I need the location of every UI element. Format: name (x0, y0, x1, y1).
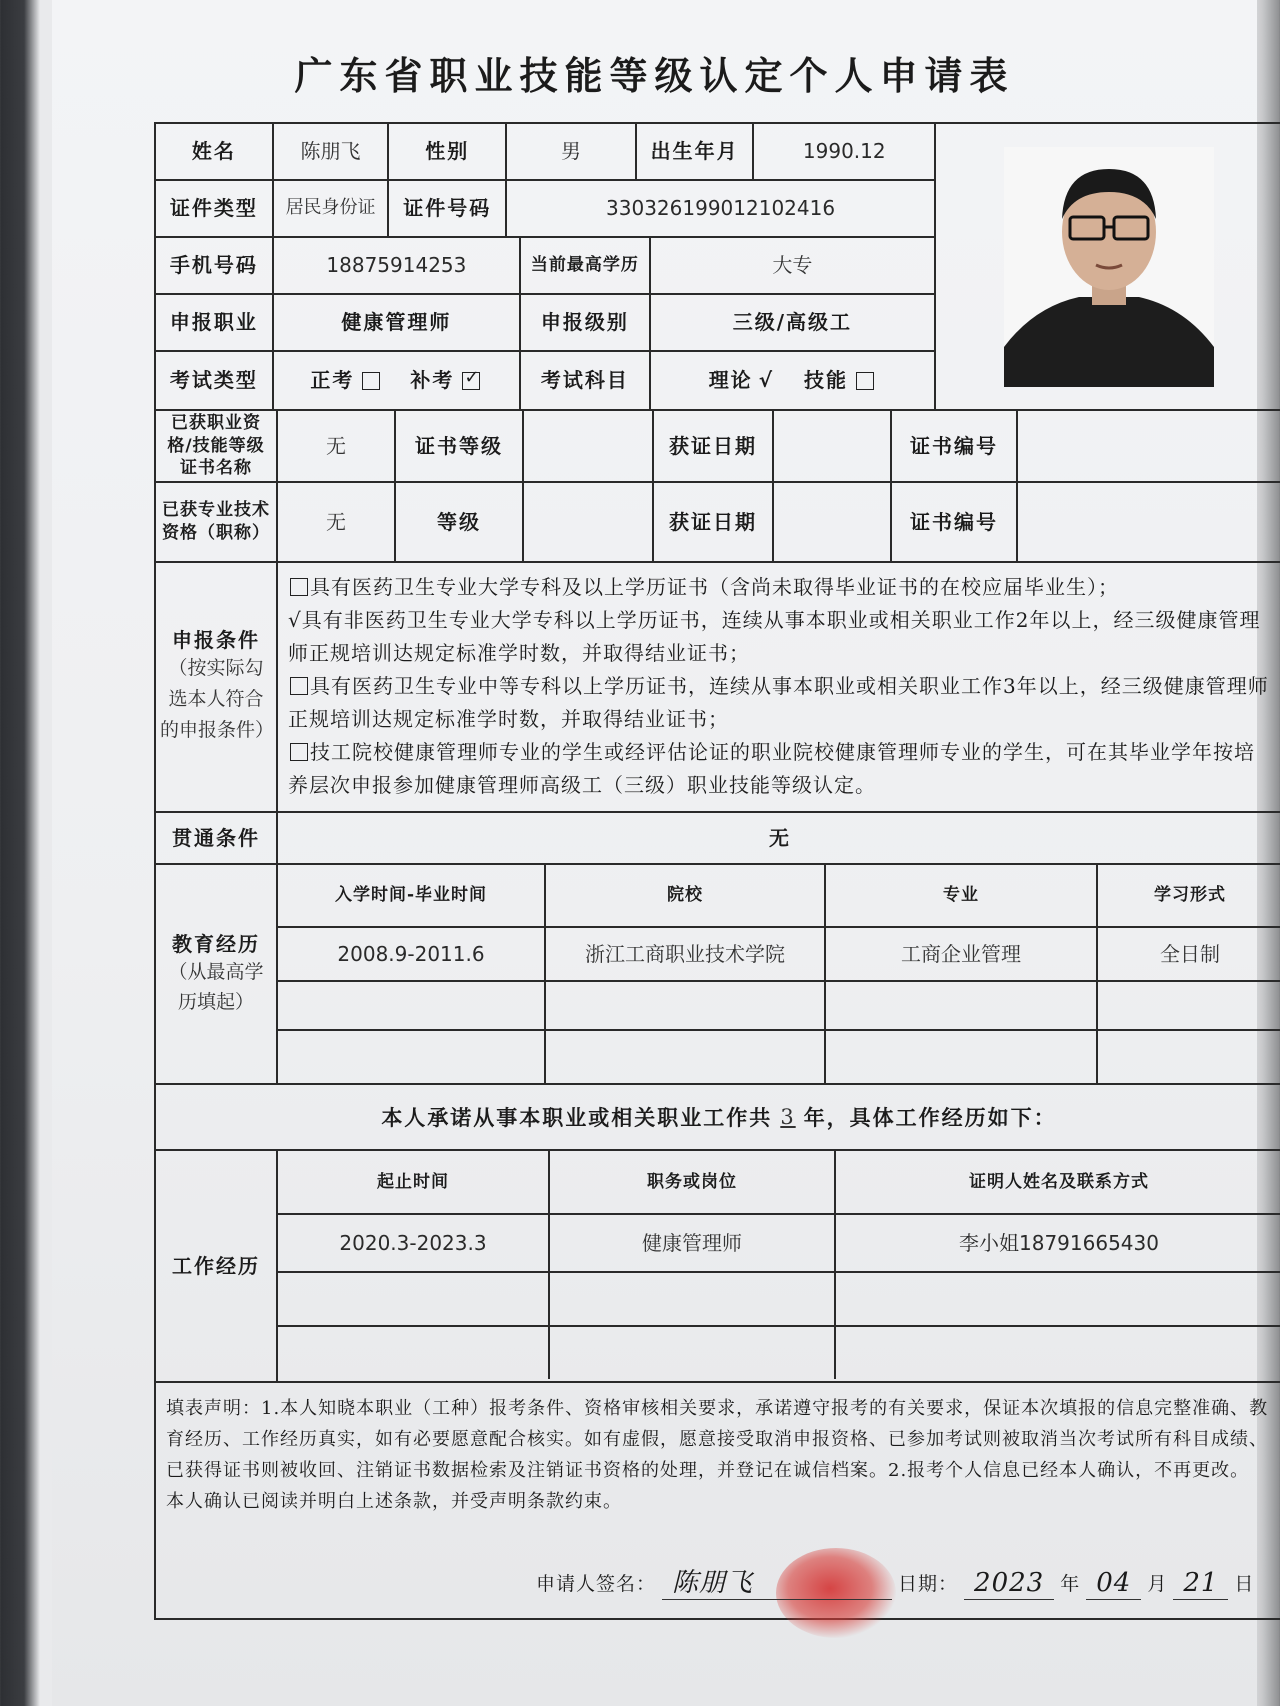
conditions-sub: （按实际勾选本人符合的申报条件） (160, 657, 275, 741)
work-cell-empty (550, 1273, 836, 1325)
exam-type-b-checkbox[interactable] (462, 372, 480, 390)
education-label-cell (156, 865, 278, 1083)
commitment-years: 3 (780, 1105, 796, 1129)
condition-2-text: 具有非医药卫生专业大学专科以上学历证书，连续从事本职业或相关职业工作2年以上，经三级健康管理师正规培训达规定标准学时数，并取得结业证书； (288, 608, 1261, 665)
date-year-unit: 年 (1060, 1573, 1081, 1595)
name-label: 姓名 (156, 124, 274, 179)
condition-4-checkbox[interactable] (290, 743, 308, 761)
date-month[interactable]: 04 (1086, 1568, 1141, 1600)
id-type-value: 居民身份证 (274, 181, 390, 236)
row-education (156, 865, 1280, 1085)
condition-2-check[interactable]: √ (288, 608, 302, 632)
condition-1-text: 具有医药卫生专业大学专科及以上学历证书（含尚未取得毕业证书的在校应届毕业生）； (310, 575, 1119, 599)
work-header-witness: 证明人姓名及联系方式 (969, 1171, 1149, 1192)
edu-label: 当前最高学历 (521, 238, 651, 293)
level-label: 申报级别 (521, 295, 651, 350)
condition-3-text: 具有医药卫生专业中等专科以上学历证书，连续从事本职业或相关职业工作3年以上，经三级健康管理师正规培训达规定标准学时数，并取得结业证书； (288, 674, 1269, 731)
work-cell-empty (278, 1327, 550, 1379)
work-header-post: 职务或岗位 (550, 1151, 836, 1213)
row-conditions (156, 563, 1280, 813)
cert1-date-label: 获证日期 (654, 411, 774, 481)
table-row (278, 1327, 1280, 1379)
cert2-value: 无 (278, 483, 396, 561)
through-label: 贯通条件 (156, 813, 278, 863)
photo-cell (936, 124, 1280, 409)
work-header-time: 起止时间 (278, 1151, 550, 1213)
table-row (278, 982, 1280, 1032)
job-label: 申报职业 (156, 295, 274, 350)
edu-cell-school: 浙江工商职业技术学院 (546, 928, 826, 980)
edu-cell-empty (1098, 1031, 1280, 1083)
row-job (156, 295, 934, 352)
applicant-photo-image (1004, 147, 1214, 387)
conditions-list (278, 563, 1280, 811)
table-row (278, 1031, 1280, 1083)
birth-label: 出生年月 (637, 124, 755, 179)
subject-a: 理论 (708, 368, 753, 392)
edu-header-mode: 学习形式 (1154, 885, 1226, 906)
phone-value: 18875914253 (274, 238, 521, 293)
row-work (156, 1151, 1280, 1383)
subject-a-check[interactable]: √ (758, 368, 775, 392)
row-id (156, 181, 934, 238)
cert2-no-value (1018, 483, 1182, 561)
cert1-no-value (1018, 411, 1182, 481)
cert1-date-value (774, 411, 892, 481)
application-form (154, 122, 1280, 1620)
id-type-label: 证件类型 (156, 181, 274, 236)
table-row (278, 928, 1280, 982)
edu-cell-empty (826, 982, 1098, 1030)
basic-info-fields (156, 124, 936, 409)
exam-type-a: 正考 (310, 368, 355, 392)
education-label: 教育经历 (172, 931, 260, 956)
subject-b: 技能 (804, 368, 849, 392)
date-month-unit: 月 (1147, 1573, 1168, 1595)
cert2-date-value (774, 483, 892, 561)
edu-header-time: 入学时间-毕业时间 (278, 865, 546, 926)
row-through (156, 813, 1280, 865)
edu-value: 大专 (772, 253, 813, 277)
edu-cell-empty (1098, 982, 1280, 1030)
conditions-label-cell (156, 563, 278, 811)
row-cert1 (156, 411, 1280, 483)
subject-b-checkbox[interactable] (856, 372, 874, 390)
cert2-level-value (524, 483, 654, 561)
signature-line (536, 1568, 1254, 1600)
conditions-label: 申报条件 (172, 628, 260, 652)
level-value: 三级/高级工 (732, 310, 853, 334)
commitment-prefix: 本人承诺从事本职业或相关职业工作共 (381, 1106, 773, 1130)
education-table (278, 865, 1280, 1083)
declaration-confirm: 本人确认已阅读并明白上述条款，并受声明条款约束。 (166, 1491, 622, 1512)
basic-info-block (156, 124, 1280, 411)
education-header (278, 865, 1280, 928)
condition-3-checkbox[interactable] (290, 677, 308, 695)
cert1-level-value (524, 411, 654, 481)
through-value: 无 (769, 825, 791, 850)
cert2-no-label: 证书编号 (892, 483, 1018, 561)
job-value: 健康管理师 (274, 295, 521, 350)
sign-label: 申请人签名： (536, 1573, 657, 1595)
id-no-value: 330326199012102416 (606, 196, 836, 220)
date-year[interactable]: 2023 (964, 1568, 1054, 1600)
edu-cell-empty (546, 1031, 826, 1083)
gender-label: 性别 (389, 124, 507, 179)
edu-cell-mode: 全日制 (1160, 941, 1220, 966)
condition-4-text: 技工院校健康管理师专业的学生或经评估论证的职业院校健康管理师专业的学生，可在其毕业学年按培养层次申报参加健康管理师高级工（三级）职业技能等级认定。 (288, 740, 1255, 797)
work-header (278, 1151, 1280, 1215)
exam-type-label: 考试类型 (156, 352, 274, 409)
form-sheet (52, 0, 1269, 1706)
edu-header-school: 院校 (546, 865, 826, 926)
edu-cell-empty (278, 982, 546, 1030)
edu-cell-empty (826, 1031, 1098, 1083)
work-cell-empty (550, 1327, 836, 1379)
subject-label: 考试科目 (521, 352, 651, 409)
birth-value: 1990.12 (802, 139, 886, 163)
exam-type-a-checkbox[interactable] (362, 372, 380, 390)
phone-label: 手机号码 (156, 238, 274, 293)
edu-cell-empty (546, 982, 826, 1030)
cert2-label: 已获专业技术资格（职称） (156, 483, 278, 561)
work-cell-empty (836, 1327, 1280, 1379)
declaration-text: 填表声明：1.本人知晓本职业（工种）报考条件、资格审核相关要求，承诺遵守报考的有关要求，保证本次填报的信息完整准确、教育经历、工作经历真实，如有必要愿意配合核实。如有虚假，愿意接受取消申报资格、已参加考试则被取消当次考试所有科目成绩、已获得证书则被收回、注销证书数据检索及注销证书资格的处理，并登记在诚信档案。2.报考个人信息已经本人确认，不再更改。 (166, 1398, 1269, 1481)
form-title: 广东省职业技能等级认定个人申请表 (294, 53, 1015, 98)
edu-cell-major: 工商企业管理 (826, 928, 1098, 980)
exam-type-b: 补考 (410, 368, 455, 392)
edu-cell-empty (278, 1031, 546, 1083)
condition-item (288, 736, 1272, 802)
condition-1-checkbox[interactable] (290, 578, 308, 596)
gender-value: 男 (507, 124, 637, 179)
id-no-label: 证件号码 (389, 181, 507, 236)
row-exam (156, 352, 934, 409)
table-row (278, 1215, 1280, 1273)
applicant-signature[interactable]: 陈朋飞 (662, 1568, 892, 1600)
exam-type-options (274, 352, 521, 409)
commitment-suffix: 年，具体工作经历如下： (803, 1106, 1057, 1130)
cert2-level-label: 等级 (396, 483, 524, 561)
date-day[interactable]: 21 (1173, 1568, 1228, 1600)
row-phone (156, 238, 934, 295)
cert1-no-label: 证书编号 (892, 411, 1018, 481)
condition-item (288, 571, 1272, 604)
applicant-photo (1004, 147, 1214, 387)
row-cert2 (156, 483, 1280, 563)
work-cell-empty (278, 1273, 550, 1325)
condition-item (288, 670, 1272, 736)
table-row (278, 1273, 1280, 1327)
cert2-date-label: 获证日期 (654, 483, 774, 561)
work-table (278, 1151, 1280, 1381)
edu-header-major: 专业 (826, 865, 1098, 926)
work-cell-witness: 李小姐18791665430 (959, 1230, 1159, 1255)
subject-options (651, 352, 934, 409)
name-value: 陈朋飞 (274, 124, 390, 179)
condition-item (288, 604, 1272, 670)
education-sub: （从最高学历填起） (168, 960, 264, 1013)
date-label: 日期： (898, 1573, 959, 1595)
commitment-line (156, 1085, 1280, 1151)
work-cell-empty (836, 1273, 1280, 1325)
date-day-unit: 日 (1234, 1573, 1255, 1595)
row-name (156, 124, 934, 181)
work-label: 工作经历 (156, 1151, 278, 1381)
edu-cell-time: 2008.9-2011.6 (278, 928, 546, 980)
work-cell-time: 2020.3-2023.3 (278, 1215, 550, 1271)
work-cell-post: 健康管理师 (550, 1215, 836, 1271)
declaration-block (156, 1383, 1280, 1618)
cert1-level-label: 证书等级 (396, 411, 524, 481)
cert1-label: 已获职业资格/技能等级证书名称 (156, 411, 278, 481)
cert1-value: 无 (278, 411, 396, 481)
